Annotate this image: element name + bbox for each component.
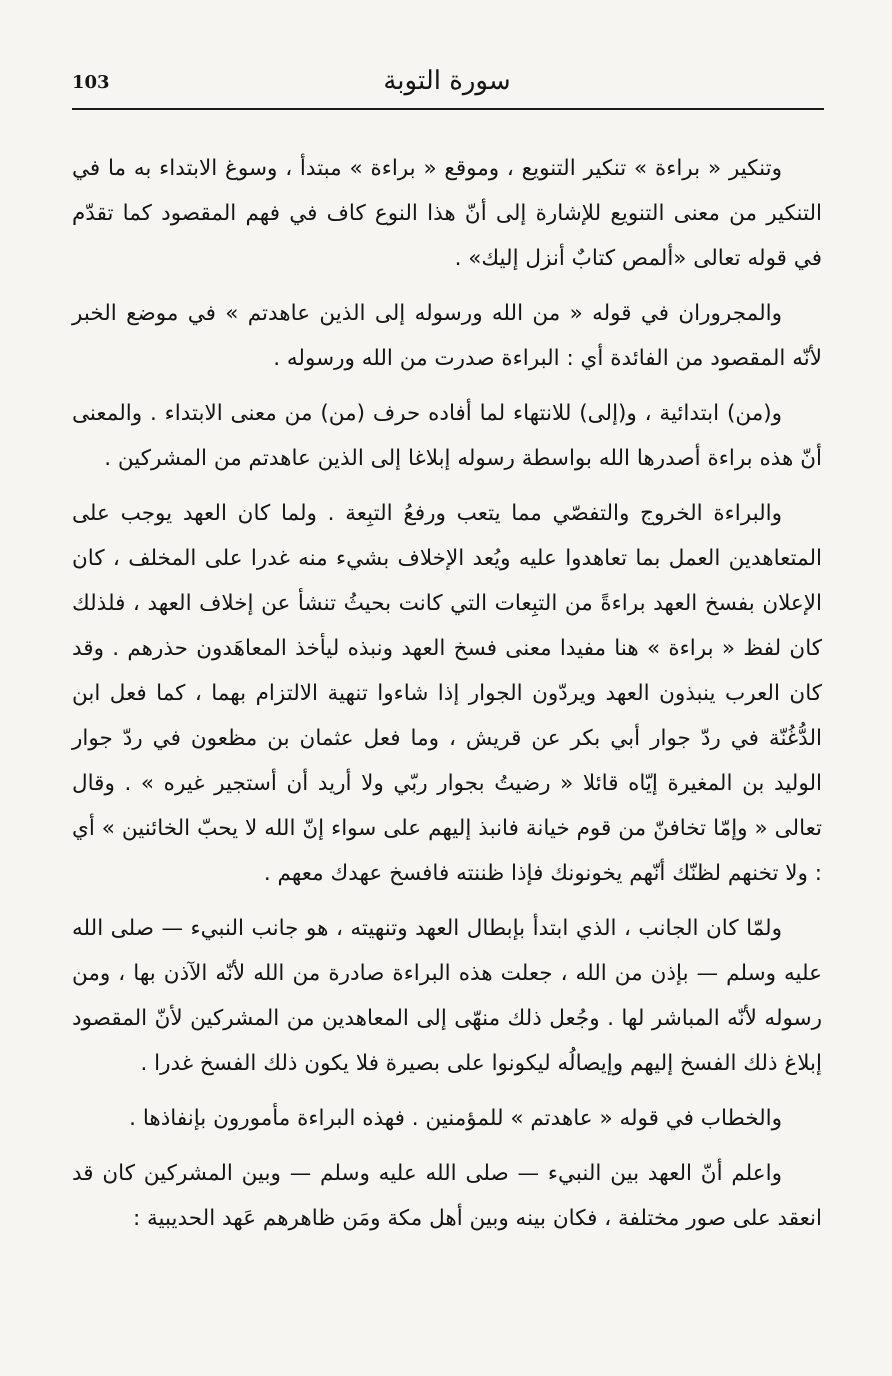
page-number: 103 — [72, 72, 110, 93]
header-rule — [72, 108, 824, 110]
page-header — [72, 58, 822, 108]
paragraph: واعلم أنّ العهد بين النبيء — صلى الله عليه وسلم — وبين المشركين كان قد انعقد على صور مختلفة ، فكان بينه وبين أهل مكة ومَن ظاهرهم عَهد الحديبية : — [72, 1161, 822, 1231]
surah-title: سورة التوبة — [383, 66, 511, 96]
paragraph: ولمّا كان الجانب ، الذي ابتدأ بإبطال العهد وتنهيته ، هو جانب النبيء — صلى الله عليه وسلم — بإذن من الله ، جعلت هذه البراءة صادرة من الله لأنّه الآذن بها ، ومن رسوله لأنّه المباشر لها . وجُعل ذلك منهّى إلى المعاهدين من المشركين لأنّ المقصود إبلاغ ذلك الفسخ إليهم وإيصالُه ليكونوا على بصيرة فلا يكون ذلك الفسخ غدرا . — [72, 916, 822, 1076]
paragraph: و(من) ابتدائية ، و(إلى) للانتهاء لما أفاده حرف (من) من معنى الابتداء . والمعنى أنّ هذه براءة أصدرها الله بواسطة رسوله إبلاغا إلى الذين عاهدتم من المشركين . — [72, 401, 822, 471]
paragraph: وتنكير « براءة » تنكير التنويع ، وموقع « براءة » مبتدأ ، وسوغ الابتداء به ما في التنكير من معنى التنويع للإشارة إلى أنّ هذا النوع كاف في فهم المقصود كما تقدّم في قوله تعالى «ألمص كتابٌ أنزل إليك» . — [72, 156, 822, 271]
paragraph: والمجروران في قوله « من الله ورسوله إلى الذين عاهدتم » في موضع الخبر لأنّه المقصود من الفائدة أي : البراءة صدرت من الله ورسوله . — [72, 301, 822, 371]
body-text — [72, 146, 822, 1251]
paragraph: والخطاب في قوله « عاهدتم » للمؤمنين . فهذه البراءة مأمورون بإنفاذها . — [129, 1106, 782, 1131]
paragraph: والبراءة الخروج والتفصّي مما يتعب ورفعُ التبِعة . ولما كان العهد يوجب على المتعاهدين العمل بما تعاهدوا عليه ويُعد الإخلاف بشيء منه غدرا على المخلف ، كان الإعلان بفسخ العهد براءةً من التبِعات التي كانت بحيثُ تنشأ عن إخلاف العهد ، فلذلك كان لفظ « براءة » هنا مفيدا معنى فسخ العهد ونبذه ليأخذ المعاهَدون حذرهم . وقد كان العرب ينبذون العهد ويردّون الجوار إذا شاءوا تنهية الالتزام بهما ، كما فعل ابن الدُّغُنّة في ردّ جوار أبي بكر عن قريش ، وما فعل عثمان بن مظعون في ردّ جوار الوليد بن المغيرة إيّاه قائلا « رضيتُ بجوار ربّي ولا أريد أن أستجير غيره » . وقال تعالى « وإمّا تخافنّ من قوم خيانة فانبذ إليهم على سواء إنّ الله لا يحبّ الخائنين » أي : ولا تخنهم لظنّك أنّهم يخونونك فإذا ظننته فافسخ عهدك معهم . — [72, 501, 822, 886]
